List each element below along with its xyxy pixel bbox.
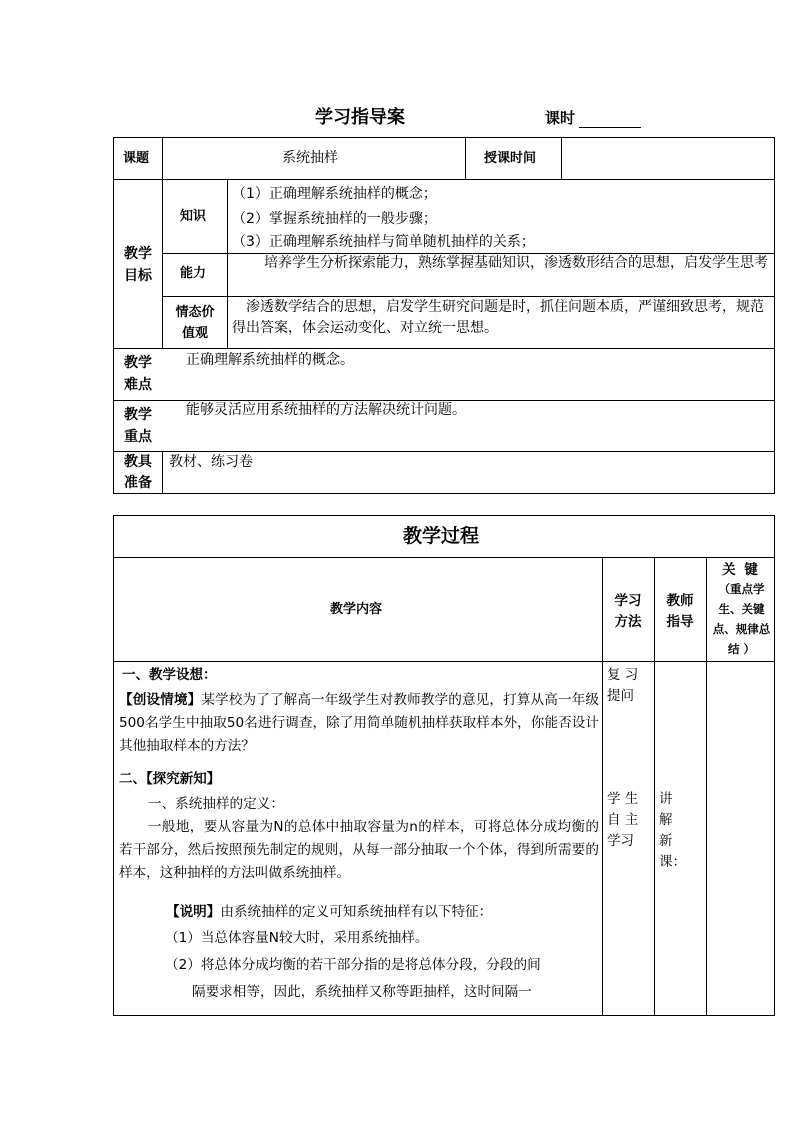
knowledge-label: 知识 (180, 209, 207, 224)
feature-2-line-2: 隔要求相等，因此，系统抽样又称等距抽样，这时间隔一 (192, 984, 532, 1000)
objectives-label: 教学目标 (124, 246, 152, 284)
section2-prefix: 二、 (119, 771, 146, 787)
knowledge-item-1: （1）正确理解系统抽样的概念； (232, 186, 437, 202)
col-key-header: 关 键 (722, 562, 760, 578)
feature-2-line-1: （2）将总体分成均衡的若干部分指的是将总体分段，分段的间 (165, 957, 541, 973)
lesson-field[interactable] (579, 111, 641, 128)
sub1-heading: 一、系统抽样的定义： (148, 796, 284, 812)
lesson-label: 课时 (545, 109, 576, 127)
section2-label: 【探究新知】 (146, 771, 221, 787)
section1-heading: 一、教学设想： (122, 667, 217, 683)
method-review: 复 习提问 (607, 667, 639, 704)
ability-text: 培养学生分析探索能力，熟练掌握基础知识，渗透数形结合的思想，启发学生思考 (264, 255, 768, 271)
key-label: 教学重点 (124, 407, 152, 445)
col-content-header: 教学内容 (330, 602, 383, 617)
process-title: 教学过程 (403, 525, 480, 547)
difficulty-label: 教学难点 (124, 355, 152, 393)
topic-value: 系统抽样 (282, 150, 338, 166)
definition-text: 一般地，要从容量为N的总体中抽取容量为n的样本，可将总体分成均衡的若干部分，然后按照预先制定的规则，从每一部分抽取一个个体，得到所需要的样本，这种抽样的方法叫做系统抽样。 (119, 819, 599, 881)
scenario-label: 【创设情境】 (119, 692, 202, 708)
tools-text: 教材、练习卷 (169, 454, 253, 470)
feature-1: （1）当总体容量N较大时，采用系统抽样。 (165, 930, 429, 946)
difficulty-text: 正确理解系统抽样的概念。 (186, 352, 354, 368)
knowledge-item-3: （3）正确理解系统抽样与简单随机抽样的关系； (232, 234, 535, 250)
col-guide-header: 教师指导 (666, 593, 694, 630)
scenario-text: 某学校为了了解高一年级学生对教师教学的意见，打算从高一年级500名学生中抽取50名进行调查，除了用简单随机抽样获取样本外，你能否设计其他抽取样本的方法？ (119, 692, 600, 754)
col-method-header: 学习方法 (614, 593, 642, 630)
page-title: 学习指导案 (315, 107, 405, 128)
section2-heading (119, 773, 220, 787)
method-self-study: 学 生自 主学习 (607, 791, 639, 849)
key-text: 能够灵活应用系统抽样的方法解决统计问题。 (186, 402, 466, 418)
note-text: 由系统抽样的定义可知系统抽样有以下特征： (220, 904, 493, 920)
scenario-paragraph (119, 689, 599, 758)
topic-label: 课题 (123, 151, 150, 166)
teach-time-label: 授课时间 (484, 151, 537, 166)
note-line (166, 906, 492, 920)
values-label: 情态价值观 (175, 305, 215, 341)
note-label: 【说明】 (166, 904, 221, 920)
ability-label: 能力 (180, 266, 207, 281)
guide-new-lesson: 讲解新课： (659, 791, 686, 870)
col-key-note: （重点学生、关键点、规律总结 ） (712, 582, 771, 656)
values-text: 渗透数学结合的思想，启发学生研究问题是时，抓住问题本质，严谨细致思考，规范得出答案，体会运动变化、对立统一思想。 (232, 299, 764, 336)
teach-time-value[interactable] (565, 142, 770, 174)
knowledge-item-2: （2）掌握系统抽样的一般步骤； (232, 211, 437, 227)
tools-label: 教具准备 (124, 454, 152, 491)
